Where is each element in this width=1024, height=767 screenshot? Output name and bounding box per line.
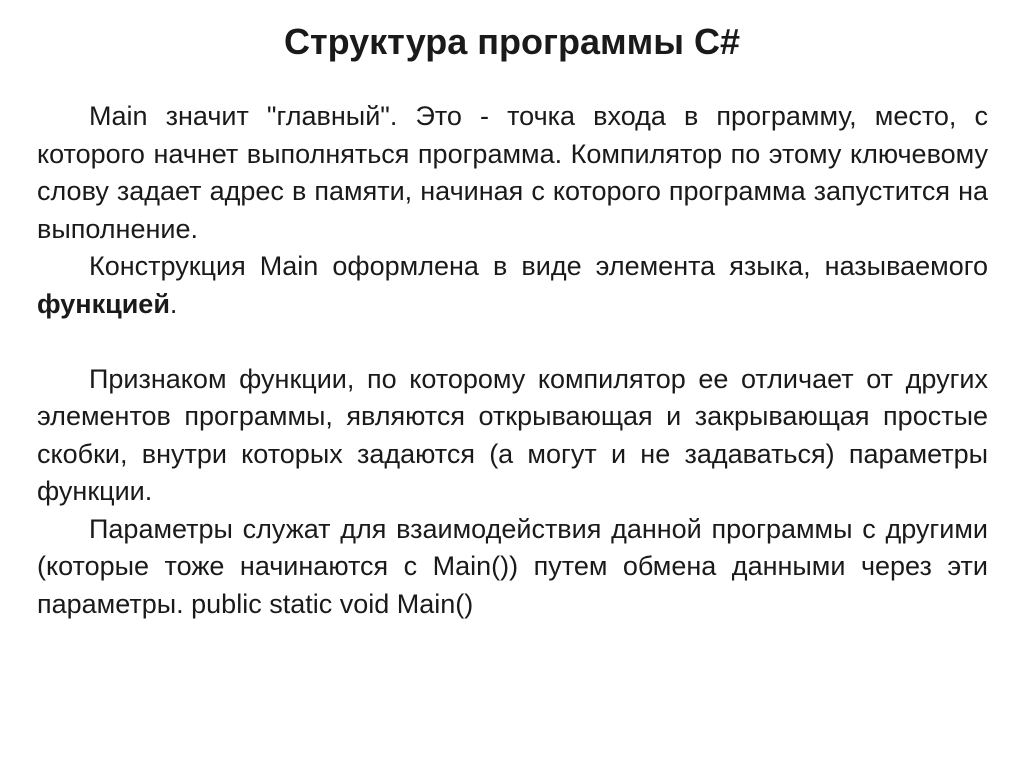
paragraph-function-sign: Признаком функции, по которому компилятор ее отличает от других элементов программы, являются открывающая и закрывающая простые скобки, внутри которых задаются (а могут и не задаваться) параметры функции. xyxy=(37,363,988,506)
paragraph-main-function xyxy=(37,248,988,323)
paragraph-main-entry-point: Main значит "главный". Это - точка входа в программу, место, с которого начнет выполняться программа. Компилятор по этому ключевому слову задает адрес в памяти, начиная с которого программа запустится на выполнение. xyxy=(37,101,988,244)
paragraph-parameters: Параметры служат для взаимодействия данной программы с другими (которые тоже начинаются с Main()) путем обмена данными через эти параметры. public static void Main() xyxy=(37,513,988,619)
slide-title: Структура программы C# xyxy=(283,21,741,62)
paragraph-gap xyxy=(37,323,988,361)
term-function-bold: функцией xyxy=(37,288,170,319)
paragraph-main-function-end: . xyxy=(169,288,178,319)
slide-body xyxy=(37,98,988,623)
paragraph-main-function-text: Конструкция Main оформлена в виде элемента языка, называемого xyxy=(89,251,988,281)
